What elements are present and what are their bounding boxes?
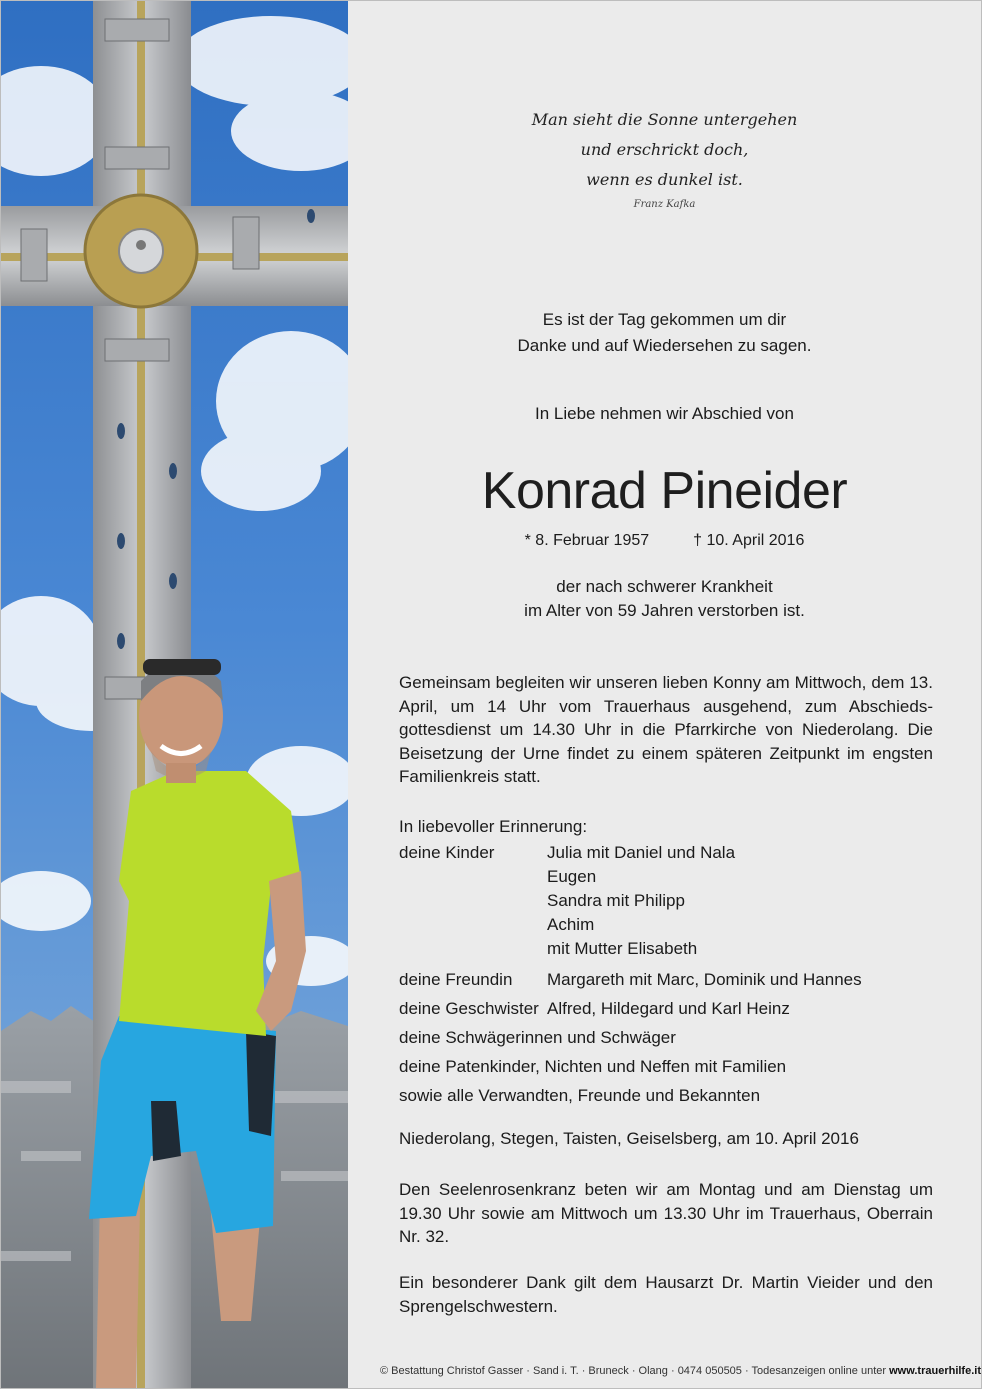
memory-heading: In liebevoller Erinnerung: [399,817,588,836]
obituary-text-column [348,1,981,1388]
farewell-line: In Liebe nehmen wir Abschied von [535,404,794,423]
relatives-row-friend [399,965,933,994]
rosary-paragraph: Den Seelenrosenkranz beten wir am Montag und am Dienstag um 19.30 Uhr sowie am Mittwoch um 13.30 Uhr im Trauerhaus, Oberrain Nr. 32. [399,1180,933,1246]
illness-text [348,575,981,623]
relatives-row-godchildren: deine Patenkinder, Nichten und Neffen mit Familien [399,1057,787,1076]
summit-cross-photo-illustration [1,1,348,1388]
intro-text [348,307,981,359]
quote [348,105,981,195]
quote-line: Man sieht die Sonne untergehen [531,110,798,129]
death-date: † 10. April 2016 [693,532,805,549]
child-name: mit Mutter Elisabeth [547,939,698,958]
relative-names [547,841,933,961]
sunglasses-icon [143,659,221,675]
relative-label: deine Geschwister [399,999,539,1018]
child-name: Julia mit Daniel und Nala [547,843,736,862]
quote-line: und erschrickt doch, [580,140,749,159]
relatives-row-children [399,841,933,961]
illness-line: der nach schwerer Krankheit [556,577,773,596]
deceased-name: Konrad Pineider [481,462,848,520]
child-name: Sandra mit Philipp [547,891,685,910]
memorial-photo [1,1,348,1388]
illness-line: im Alter von 59 Jahren verstorben ist. [524,601,805,620]
life-dates [348,529,981,553]
funeral-paragraph: Gemeinsam begleiten wir unseren lieben Konny am Mittwoch, dem 13. April, um 14 Uhr vom Trauerhaus ausgehend, zum Abschiedsgottesdienst um 14.30 Uhr in die Pfarrkirche von Niederolang. Die Beisetzung der Urne findet zu einem späteren Zeitpunkt im engsten Familienkreis statt. [399,673,933,786]
relatives-row-inlaws: deine Schwägerinnen und Schwäger [399,1028,676,1047]
relative-label: deine Freundin [399,970,513,989]
footer [348,1365,981,1377]
relatives-row-siblings [399,994,933,1023]
child-name: Eugen [547,867,597,886]
birth-date: * 8. Februar 1957 [524,532,650,549]
child-name: Achim [547,915,595,934]
quote-author: Franz Kafka [633,199,696,210]
intro-line: Es ist der Tag gekommen um dir [542,310,787,329]
quote-line: wenn es dunkel ist. [586,170,743,189]
relatives-list [399,841,933,1110]
relative-names: Margareth mit Marc, Dominik und Hannes [547,970,862,989]
place-date: Niederolang, Stegen, Taisten, Geiselsberg, am 10. April 2016 [399,1129,859,1148]
thanks-paragraph: Ein besonderer Dank gilt dem Hausarzt Dr. Martin Vieider und den Sprengelschwestern. [399,1273,933,1316]
relative-label: deine Kinder [399,843,495,862]
intro-line: Danke und auf Wiedersehen zu sagen. [517,336,812,355]
footer-link[interactable]: www.trauerhilfe.it [889,1365,981,1377]
relatives-row-others: sowie alle Verwandten, Freunde und Bekannten [399,1086,761,1105]
footer-text: © Bestattung Christof Gasser · Sand i. T. · Bruneck · Olang · 0474 050505 · Todesanzeigen online unter [380,1365,887,1377]
relative-names: Alfred, Hildegard und Karl Heinz [547,999,790,1018]
